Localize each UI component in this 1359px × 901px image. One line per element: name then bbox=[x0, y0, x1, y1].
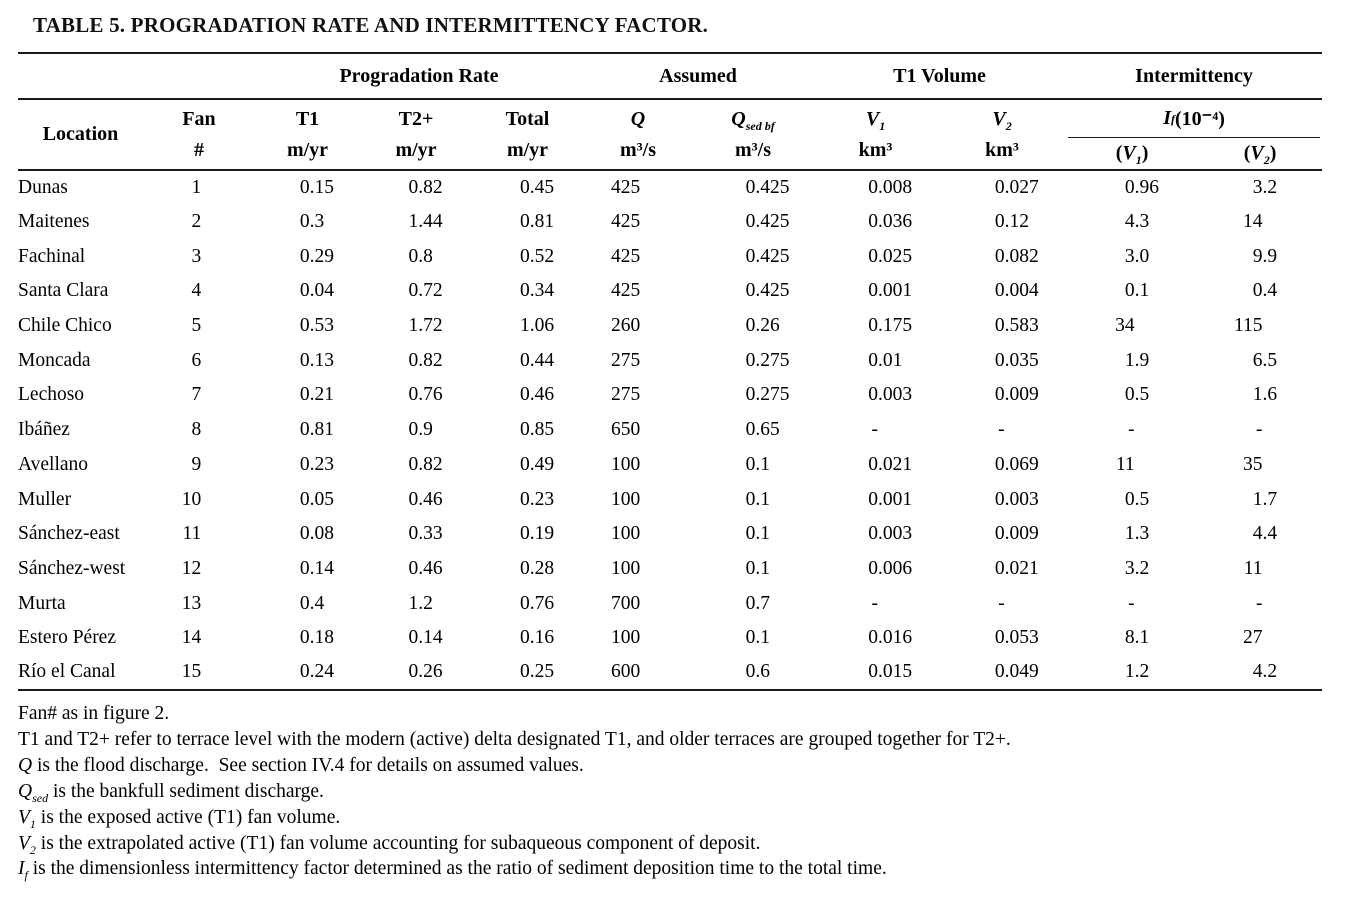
cell-t2: 0.46 bbox=[408, 557, 443, 579]
cell-v1: 0.001 bbox=[868, 488, 913, 510]
cell-v1: - bbox=[871, 592, 879, 614]
cell-location: Estero Pérez bbox=[18, 627, 116, 649]
cell-t2: 0.46 bbox=[408, 488, 443, 510]
cell-t2: 0.82 bbox=[408, 176, 443, 198]
cell-if_v2: 1.6 bbox=[1252, 384, 1278, 406]
cell-total: 0.28 bbox=[519, 557, 555, 579]
if-subcolumns bbox=[1066, 138, 1322, 169]
cell-v2: 0.009 bbox=[994, 523, 1039, 545]
cell-t2: 0.9 bbox=[408, 419, 433, 441]
col-t2plus-unit: m/yr bbox=[395, 138, 437, 161]
col-t2plus bbox=[360, 99, 472, 170]
cell-v2: 0.583 bbox=[994, 315, 1039, 337]
cell-fan: 4 bbox=[191, 280, 202, 302]
v2-symbol: V bbox=[992, 107, 1006, 130]
cell-if_v1: 1.9 bbox=[1124, 349, 1150, 371]
cell-q: 100 bbox=[610, 453, 641, 475]
cell-t1: 0.3 bbox=[299, 211, 325, 233]
table-row bbox=[18, 621, 1322, 656]
table-row bbox=[18, 239, 1322, 274]
cell-if_v1: 0.5 bbox=[1124, 384, 1150, 406]
cell-fan: 10 bbox=[181, 488, 202, 510]
cell-fan: 3 bbox=[191, 245, 202, 267]
cell-if_v2: - bbox=[1256, 592, 1263, 614]
cell-total: 0.44 bbox=[519, 349, 555, 371]
cell-total: 0.46 bbox=[519, 384, 555, 406]
cell-t1: 0.05 bbox=[299, 488, 334, 510]
col-v1 bbox=[813, 99, 938, 170]
cell-location: Muller bbox=[18, 488, 72, 510]
table-row bbox=[18, 343, 1322, 378]
cell-v1: 0.036 bbox=[868, 211, 913, 233]
col-t1-unit: m/yr bbox=[286, 138, 329, 161]
cell-if_v1: 34 bbox=[1115, 315, 1135, 337]
cell-q: 100 bbox=[610, 627, 641, 649]
data-table bbox=[18, 52, 1322, 691]
col-qsed-unit: m³/s bbox=[735, 138, 772, 161]
cell-if_v2: - bbox=[1256, 419, 1263, 441]
cell-location: Sánchez-east bbox=[18, 523, 120, 545]
cell-t2: 0.82 bbox=[408, 349, 443, 371]
cell-total: 0.49 bbox=[519, 453, 555, 475]
cell-qsed: 0.1 bbox=[745, 488, 771, 510]
cell-t1: 0.04 bbox=[299, 280, 334, 302]
cell-v2: 0.12 bbox=[994, 211, 1029, 233]
cell-v2: - bbox=[998, 419, 1005, 441]
cell-if_v2: 4.4 bbox=[1252, 523, 1278, 545]
cell-v1: 0.006 bbox=[868, 557, 913, 579]
v1-symbol: V bbox=[865, 107, 880, 130]
col-if-v1: $(V_1)$ bbox=[1115, 141, 1149, 167]
cell-fan: 7 bbox=[191, 384, 202, 406]
cell-fan: 12 bbox=[181, 557, 202, 579]
col-total bbox=[472, 99, 583, 170]
qsed-subscript: sed bf bbox=[745, 118, 775, 133]
col-total-line1: Total bbox=[505, 107, 550, 130]
footnote: $I_f$ is the dimensionless intermittency factor determined as the ratio of sediment deposition time to the total time. bbox=[18, 858, 887, 883]
cell-q: 700 bbox=[610, 592, 641, 614]
footnotes bbox=[18, 701, 1348, 882]
cell-if_v1: 3.2 bbox=[1124, 557, 1150, 579]
cell-location: Santa Clara bbox=[18, 280, 109, 302]
cell-if_v1: 0.1 bbox=[1124, 280, 1150, 302]
q-symbol: Q bbox=[630, 107, 646, 130]
cell-v2: 0.003 bbox=[994, 488, 1039, 510]
cell-v2: 0.069 bbox=[994, 453, 1039, 475]
cell-q: 425 bbox=[610, 176, 641, 198]
group-header-row bbox=[18, 53, 1322, 99]
cell-total: 0.34 bbox=[519, 280, 555, 302]
cell-t1: 0.53 bbox=[299, 315, 334, 337]
cell-q: 100 bbox=[610, 488, 641, 510]
cell-location: Maitenes bbox=[18, 211, 90, 233]
col-q-unit: m³/s bbox=[620, 138, 657, 161]
cell-if_v2: 9.9 bbox=[1252, 245, 1278, 267]
cell-total: 0.85 bbox=[519, 419, 555, 441]
cell-q: 650 bbox=[610, 419, 641, 441]
cell-if_v2: 3.2 bbox=[1252, 176, 1278, 198]
cell-total: 0.76 bbox=[519, 592, 555, 614]
cell-fan: 13 bbox=[181, 592, 202, 614]
col-fan-line1: Fan bbox=[182, 107, 216, 130]
cell-v1: 0.01 bbox=[868, 349, 903, 371]
cell-qsed: 0.1 bbox=[745, 523, 771, 545]
footnote: $Q_{sed}$ is the bankfull sediment discharge. bbox=[18, 780, 324, 805]
cell-v2: - bbox=[998, 592, 1005, 614]
col-intermittency-factor bbox=[1066, 99, 1322, 170]
cell-if_v1: 1.3 bbox=[1124, 523, 1150, 545]
if-symbol: I bbox=[1163, 107, 1171, 129]
cell-location: Ibáñez bbox=[18, 419, 70, 441]
cell-if_v2: 1.7 bbox=[1252, 488, 1278, 510]
table-row bbox=[18, 482, 1322, 517]
cell-if_v1: 1.2 bbox=[1066, 656, 1198, 691]
qsed-symbol: Q bbox=[731, 107, 746, 130]
cell-if_v2: 115 bbox=[1233, 315, 1263, 337]
table-row bbox=[18, 448, 1322, 483]
cell-if_v1: 8.1 bbox=[1124, 627, 1150, 649]
group-progradation-rate: Progradation Rate bbox=[255, 53, 583, 99]
cell-total: 1.06 bbox=[519, 315, 555, 337]
cell-t1: 0.18 bbox=[299, 627, 334, 649]
cell-fan: 14 bbox=[181, 627, 202, 649]
cell-v1: - bbox=[871, 419, 879, 441]
table-row bbox=[18, 309, 1322, 344]
cell-v1: 0.016 bbox=[868, 627, 913, 649]
cell-total: 0.19 bbox=[519, 523, 555, 545]
cell-qsed: 0.275 bbox=[745, 349, 790, 371]
cell-location: Dunas bbox=[18, 176, 68, 198]
table-row bbox=[18, 274, 1322, 309]
footnote: T1 and T2+ refer to terrace level with the modern (active) delta designated T1, and older terraces are grouped together for T2+. bbox=[18, 728, 1011, 750]
cell-if_v1: 4.3 bbox=[1124, 211, 1150, 233]
cell-qsed: 0.425 bbox=[745, 176, 790, 198]
col-qsed bbox=[693, 99, 813, 170]
cell-qsed: 0.425 bbox=[745, 280, 790, 302]
cell-location: Avellano bbox=[18, 453, 89, 475]
cell-fan: 15 bbox=[143, 656, 255, 691]
cell-qsed: 0.275 bbox=[745, 384, 790, 406]
cell-v1: 0.001 bbox=[868, 280, 913, 302]
cell-t1: 0.29 bbox=[299, 245, 334, 267]
col-t1 bbox=[255, 99, 360, 170]
cell-v2: 0.035 bbox=[994, 349, 1039, 371]
cell-t1: 0.08 bbox=[299, 523, 334, 545]
cell-if_v2: 0.4 bbox=[1252, 280, 1278, 302]
cell-t2: 0.76 bbox=[408, 384, 443, 406]
cell-v1: 0.003 bbox=[868, 384, 913, 406]
table-header bbox=[18, 53, 1322, 170]
group-t1-volume: T1 Volume bbox=[813, 53, 1066, 99]
if-header: I f (10⁻⁴) bbox=[1068, 101, 1320, 138]
v1-subscript: 1 bbox=[879, 118, 886, 133]
cell-q: 275 bbox=[610, 349, 641, 371]
cell-qsed: 0.7 bbox=[745, 592, 771, 614]
cell-v2: 0.082 bbox=[994, 245, 1039, 267]
cell-q: 260 bbox=[610, 315, 641, 337]
cell-v2: 0.021 bbox=[994, 557, 1039, 579]
cell-v1: 0.025 bbox=[868, 245, 913, 267]
cell-location: Río el Canal bbox=[18, 656, 143, 691]
cell-location: Sánchez-west bbox=[18, 557, 126, 579]
col-v2-unit: km³ bbox=[985, 138, 1019, 161]
col-q bbox=[583, 99, 693, 170]
cell-fan: 11 bbox=[182, 523, 202, 545]
cell-v1: 0.008 bbox=[868, 176, 913, 198]
cell-qsed: 0.26 bbox=[745, 315, 780, 337]
col-v2 bbox=[938, 99, 1066, 170]
cell-location: Murta bbox=[18, 592, 66, 614]
cell-total: 0.16 bbox=[519, 627, 555, 649]
cell-qsed: 0.425 bbox=[745, 211, 790, 233]
cell-if_v1: 3.0 bbox=[1124, 245, 1150, 267]
table-row bbox=[18, 205, 1322, 240]
cell-v1: 0.003 bbox=[868, 523, 913, 545]
cell-t1: 0.14 bbox=[299, 557, 334, 579]
cell-v2: 0.049 bbox=[938, 656, 1066, 691]
table-row bbox=[18, 413, 1322, 448]
cell-total: 0.23 bbox=[519, 488, 555, 510]
cell-v1: 0.175 bbox=[868, 315, 913, 337]
cell-t1: 0.21 bbox=[299, 384, 334, 406]
cell-q: 275 bbox=[610, 384, 641, 406]
footnote: $V_2$ is the extrapolated active (T1) fan volume accounting for subaqueous component of deposit. bbox=[18, 832, 761, 857]
cell-qsed: 0.1 bbox=[745, 627, 771, 649]
group-assumed: Assumed bbox=[583, 53, 813, 99]
cell-q: 425 bbox=[610, 245, 641, 267]
cell-qsed: 0.1 bbox=[745, 557, 771, 579]
cell-if_v2: 14 bbox=[1243, 211, 1263, 233]
cell-qsed: 0.65 bbox=[745, 419, 780, 441]
col-t2plus-line1: T2+ bbox=[398, 107, 434, 130]
cell-v2: 0.009 bbox=[994, 384, 1039, 406]
cell-location: Lechoso bbox=[18, 384, 85, 406]
cell-t2: 0.26 bbox=[360, 656, 472, 691]
col-fan bbox=[143, 99, 255, 170]
cell-t1: 0.24 bbox=[255, 656, 360, 691]
if-exponent: (10⁻⁴) bbox=[1175, 108, 1225, 130]
cell-fan: 1 bbox=[191, 176, 202, 198]
cell-t1: 0.81 bbox=[299, 419, 334, 441]
footnote: Fan# as in figure 2. bbox=[18, 703, 170, 724]
cell-v2: 0.053 bbox=[994, 627, 1039, 649]
col-location: Location bbox=[18, 99, 143, 170]
cell-q: 100 bbox=[610, 523, 641, 545]
col-fan-line2: # bbox=[194, 138, 204, 161]
group-spacer bbox=[18, 53, 255, 99]
cell-v1: 0.015 bbox=[813, 656, 938, 691]
cell-t2: 0.72 bbox=[408, 280, 443, 302]
cell-total: 0.25 bbox=[472, 656, 583, 691]
col-v1-unit: km³ bbox=[858, 138, 893, 161]
cell-q: 600 bbox=[583, 656, 693, 691]
cell-t2: 0.82 bbox=[408, 453, 443, 475]
table-row bbox=[18, 517, 1322, 552]
cell-qsed: 0.6 bbox=[693, 656, 813, 691]
cell-qsed: 0.1 bbox=[745, 453, 771, 475]
cell-v1: 0.021 bbox=[868, 453, 913, 475]
table-row bbox=[18, 378, 1322, 413]
cell-t2: 1.2 bbox=[408, 592, 433, 614]
cell-if_v2: 11 bbox=[1243, 557, 1263, 579]
col-t1-line1: T1 bbox=[295, 107, 320, 130]
cell-qsed: 0.425 bbox=[745, 245, 790, 267]
cell-fan: 9 bbox=[191, 453, 202, 475]
cell-if_v2: 4.2 bbox=[1198, 656, 1322, 691]
cell-fan: 6 bbox=[191, 349, 202, 371]
cell-location: Chile Chico bbox=[18, 315, 112, 337]
column-header-row bbox=[18, 99, 1322, 170]
cell-q: 425 bbox=[610, 280, 641, 302]
cell-q: 100 bbox=[610, 557, 641, 579]
table-body bbox=[18, 170, 1322, 690]
cell-fan: 5 bbox=[191, 315, 202, 337]
footnote: $V_1$ is the exposed active (T1) fan volume. bbox=[18, 806, 341, 831]
cell-t2: 0.14 bbox=[408, 627, 443, 649]
cell-if_v2: 35 bbox=[1243, 453, 1263, 475]
cell-fan: 2 bbox=[191, 211, 202, 233]
cell-total: 0.45 bbox=[519, 176, 555, 198]
cell-if_v1: - bbox=[1128, 419, 1135, 441]
cell-if_v2: 27 bbox=[1243, 627, 1263, 649]
cell-t2: 1.72 bbox=[408, 315, 443, 337]
cell-t2: 0.33 bbox=[408, 523, 443, 545]
cell-fan: 8 bbox=[191, 419, 202, 441]
cell-t2: 0.8 bbox=[408, 245, 433, 267]
cell-t1: 0.23 bbox=[299, 453, 334, 475]
cell-if_v1: 11 bbox=[1115, 453, 1135, 475]
cell-if_v1: 0.96 bbox=[1124, 176, 1160, 198]
table-title: TABLE 5. PROGRADATION RATE AND INTERMITTENCY FACTOR. bbox=[33, 13, 709, 37]
cell-t1: 0.4 bbox=[299, 592, 325, 614]
col-total-unit: m/yr bbox=[506, 138, 549, 161]
cell-total: 0.81 bbox=[519, 211, 555, 233]
col-if-v2: $(V_2)$ bbox=[1243, 141, 1277, 167]
cell-location: Moncada bbox=[18, 349, 91, 371]
table-row bbox=[18, 586, 1322, 621]
cell-t2: 1.44 bbox=[408, 211, 443, 233]
group-intermittency: Intermittency bbox=[1066, 53, 1322, 99]
cell-q: 425 bbox=[610, 211, 641, 233]
cell-location: Fachinal bbox=[18, 245, 86, 267]
cell-t1: 0.13 bbox=[299, 349, 334, 371]
cell-total: 0.52 bbox=[519, 245, 555, 267]
table-row bbox=[18, 656, 1322, 691]
cell-if_v2: 6.5 bbox=[1252, 349, 1278, 371]
cell-v2: 0.027 bbox=[994, 176, 1039, 198]
footnote: Q is the flood discharge. See section IV.4 for details on assumed values. bbox=[18, 754, 584, 776]
table-row bbox=[18, 170, 1322, 205]
v2-subscript: 2 bbox=[1005, 118, 1012, 133]
cell-t1: 0.15 bbox=[299, 176, 334, 198]
cell-v2: 0.004 bbox=[994, 280, 1039, 302]
cell-if_v1: 0.5 bbox=[1124, 488, 1150, 510]
table-row bbox=[18, 552, 1322, 587]
cell-if_v1: - bbox=[1128, 592, 1135, 614]
